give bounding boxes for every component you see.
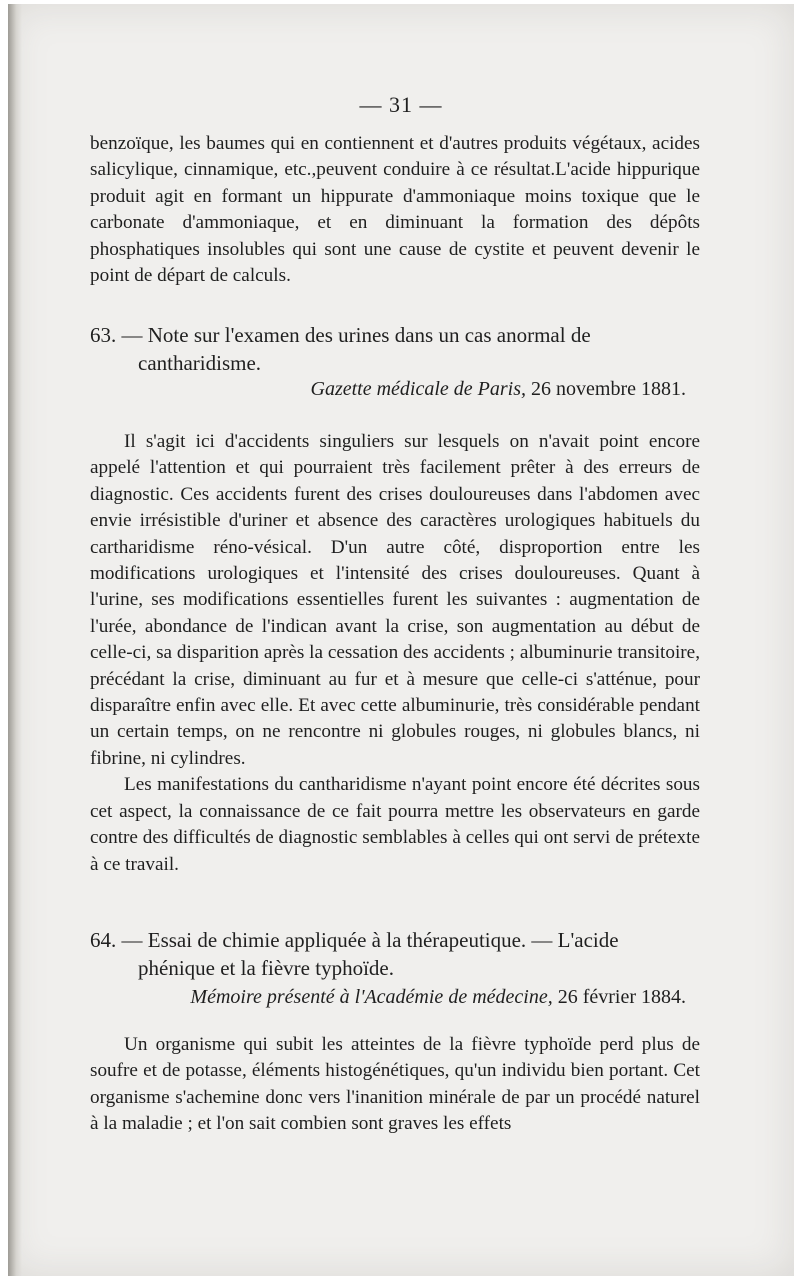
entry-64-paragraph-1: Un organisme qui subit les atteintes de la fièvre typhoïde perd plus de soufre et de potasse, éléments histogénétiques, qu'un individu bien portant. Cet organisme s'achemine donc vers l'inanition minérale de par un procédé naturel à la maladie ; et l'on sait combien sont graves les effets: [90, 1034, 700, 1135]
book-page: [8, 4, 794, 1276]
entry-64-body: [90, 1032, 700, 1138]
page-number: — 31 —: [359, 92, 443, 117]
entry-64-journal: Mémoire présenté à l'Académie de médecine,: [190, 986, 553, 1008]
entry-63-title: 63. — Note sur l'examen des urines dans un cas anormal de cantharidisme.: [90, 323, 591, 375]
entry-63-journal: Gazette médicale de Paris,: [310, 378, 527, 400]
entry-63-source: [311, 378, 686, 401]
entry-64-date: 26 février 1884.: [552, 986, 686, 1008]
entry-63-paragraph-2: Les manifestations du cantharidisme n'ayant point encore été décrites sous cet aspect, la connaissance de ce fait pourra mettre les observateurs en garde contre des difficultés de diagnostic semblables à celles qui ont servi de prétexte à ce travail.: [90, 774, 700, 875]
entry-63-paragraph-1: Il s'agit ici d'accidents singuliers sur lesquels on n'avait point encore appelé l'attention et qui pourraient très facilement prêter à des erreurs de diagnostic. Ces accidents furent des crises douloureuses dans l'abdomen avec envie irrésistible d'uriner et absence des caractères urologiques habituels du cartharidisme réno-vésical. D'un autre côté, disproportion entre les modifications urologiques et l'intensité des crises douloureuses. Quant à l'urine, ses modifications essentielles furent les suivantes : augmentation de l'urée, abondance de l'indican avant la crise, son augmentation au début de celle-ci, sa disparition après la cessation des accidents ; albuminurie transitoire, précédant la crise, diminuant au fur et à mesure que celle-ci s'atténue, pour disparaître enfin avec elle. Et avec cette albuminurie, très considérable pendant un certain temps, on ne rencontre ni globules rouges, ni globules blancs, ni fibrine, ni cylindres.: [90, 431, 700, 769]
entry-63-date: 26 novembre 1881.: [526, 378, 686, 400]
entry-64-title: 64. — Essai de chimie appliquée à la thérapeutique. — L'acide phénique et la fièvre typhoïde.: [90, 928, 619, 980]
entry-63-body: [90, 429, 700, 878]
intro-paragraph: benzoïque, les baumes qui en contiennent et d'autres produits végétaux, acides salicylique, cinnamique, etc.,peuvent conduire à ce résultat.L'acide hippurique produit agit en formant un hippurate d'ammoniaque moins toxique que le carbonate d'ammoniaque, et en diminuant la formation des dépôts phosphatiques insolubles qui sont une cause de cystite et peuvent devenir le point de départ de calculs.: [90, 133, 700, 287]
page-binding-shadow: [8, 4, 22, 1276]
entry-64-source: [190, 986, 686, 1009]
intro-paragraph-block: [90, 131, 700, 289]
